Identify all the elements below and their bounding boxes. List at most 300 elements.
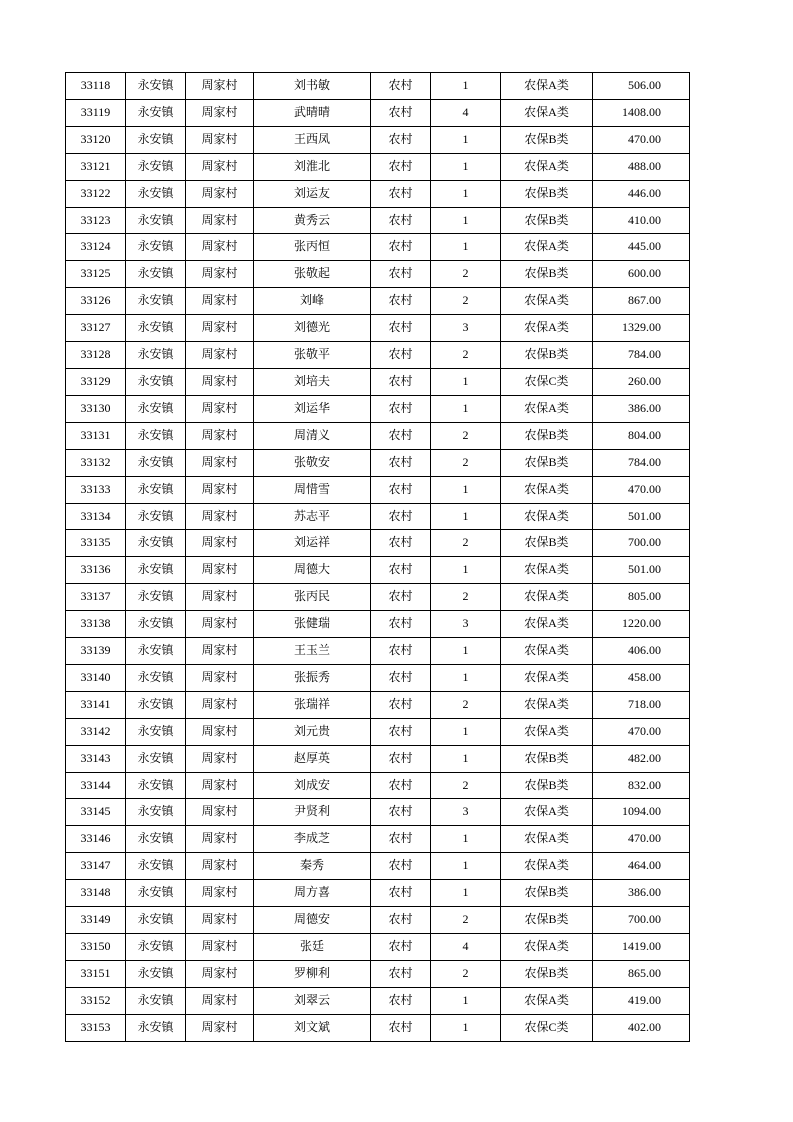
table-row: [66, 745, 690, 772]
cell-category: 农村: [371, 826, 431, 853]
cell-town: 永安镇: [126, 880, 186, 907]
cell-name: 刘峰: [254, 288, 371, 315]
cell-insurance_type: 农保A类: [501, 73, 593, 100]
cell-amount: 464.00: [593, 853, 690, 880]
cell-amount: 784.00: [593, 342, 690, 369]
cell-id: 33143: [66, 745, 126, 772]
cell-village: 周家村: [186, 691, 254, 718]
cell-category: 农村: [371, 691, 431, 718]
cell-count: 1: [431, 153, 501, 180]
cell-amount: 1329.00: [593, 315, 690, 342]
cell-category: 农村: [371, 1014, 431, 1041]
cell-village: 周家村: [186, 395, 254, 422]
cell-town: 永安镇: [126, 638, 186, 665]
cell-name: 张健瑞: [254, 611, 371, 638]
cell-amount: 501.00: [593, 503, 690, 530]
cell-count: 4: [431, 934, 501, 961]
cell-village: 周家村: [186, 826, 254, 853]
cell-category: 农村: [371, 315, 431, 342]
cell-count: 1: [431, 664, 501, 691]
cell-town: 永安镇: [126, 476, 186, 503]
table-row: [66, 853, 690, 880]
cell-name: 秦秀: [254, 853, 371, 880]
cell-count: 1: [431, 1014, 501, 1041]
cell-village: 周家村: [186, 799, 254, 826]
cell-name: 李成芝: [254, 826, 371, 853]
cell-village: 周家村: [186, 745, 254, 772]
cell-insurance_type: 农保A类: [501, 395, 593, 422]
table-row: [66, 772, 690, 799]
cell-name: 张廷: [254, 934, 371, 961]
table-row: [66, 315, 690, 342]
cell-village: 周家村: [186, 476, 254, 503]
cell-category: 农村: [371, 73, 431, 100]
cell-id: 33127: [66, 315, 126, 342]
cell-insurance_type: 农保B类: [501, 180, 593, 207]
table-row: [66, 207, 690, 234]
table-row: [66, 234, 690, 261]
cell-count: 1: [431, 638, 501, 665]
cell-insurance_type: 农保A类: [501, 288, 593, 315]
cell-category: 农村: [371, 853, 431, 880]
cell-town: 永安镇: [126, 934, 186, 961]
table-row: [66, 934, 690, 961]
cell-village: 周家村: [186, 664, 254, 691]
cell-id: 33138: [66, 611, 126, 638]
cell-town: 永安镇: [126, 503, 186, 530]
cell-category: 农村: [371, 530, 431, 557]
table-row: [66, 799, 690, 826]
cell-id: 33142: [66, 718, 126, 745]
cell-village: 周家村: [186, 960, 254, 987]
cell-village: 周家村: [186, 449, 254, 476]
cell-name: 张敬平: [254, 342, 371, 369]
cell-name: 赵厚英: [254, 745, 371, 772]
cell-village: 周家村: [186, 907, 254, 934]
cell-id: 33134: [66, 503, 126, 530]
cell-amount: 406.00: [593, 638, 690, 665]
cell-amount: 1220.00: [593, 611, 690, 638]
cell-count: 1: [431, 395, 501, 422]
cell-town: 永安镇: [126, 368, 186, 395]
cell-name: 周德安: [254, 907, 371, 934]
cell-town: 永安镇: [126, 395, 186, 422]
cell-insurance_type: 农保A类: [501, 503, 593, 530]
table-row: [66, 288, 690, 315]
cell-village: 周家村: [186, 207, 254, 234]
cell-id: 33133: [66, 476, 126, 503]
table-row: [66, 826, 690, 853]
cell-town: 永安镇: [126, 718, 186, 745]
cell-category: 农村: [371, 476, 431, 503]
cell-town: 永安镇: [126, 449, 186, 476]
cell-category: 农村: [371, 611, 431, 638]
table-row: [66, 73, 690, 100]
cell-count: 1: [431, 987, 501, 1014]
cell-amount: 488.00: [593, 153, 690, 180]
cell-town: 永安镇: [126, 126, 186, 153]
cell-town: 永安镇: [126, 530, 186, 557]
cell-town: 永安镇: [126, 826, 186, 853]
cell-id: 33152: [66, 987, 126, 1014]
cell-category: 农村: [371, 180, 431, 207]
cell-insurance_type: 农保B类: [501, 530, 593, 557]
cell-category: 农村: [371, 207, 431, 234]
cell-id: 33146: [66, 826, 126, 853]
table-row: [66, 584, 690, 611]
cell-count: 3: [431, 611, 501, 638]
table-row: [66, 664, 690, 691]
cell-town: 永安镇: [126, 799, 186, 826]
payment-table: [65, 72, 690, 1042]
cell-category: 农村: [371, 153, 431, 180]
cell-amount: 482.00: [593, 745, 690, 772]
cell-category: 农村: [371, 772, 431, 799]
cell-name: 武晴晴: [254, 99, 371, 126]
table-row: [66, 880, 690, 907]
cell-insurance_type: 农保A类: [501, 584, 593, 611]
cell-count: 1: [431, 718, 501, 745]
cell-category: 农村: [371, 718, 431, 745]
cell-id: 33128: [66, 342, 126, 369]
cell-village: 周家村: [186, 288, 254, 315]
cell-insurance_type: 农保A类: [501, 315, 593, 342]
cell-insurance_type: 农保A类: [501, 853, 593, 880]
cell-count: 1: [431, 503, 501, 530]
cell-count: 2: [431, 342, 501, 369]
cell-category: 农村: [371, 557, 431, 584]
cell-village: 周家村: [186, 853, 254, 880]
cell-count: 2: [431, 907, 501, 934]
cell-name: 苏志平: [254, 503, 371, 530]
cell-village: 周家村: [186, 530, 254, 557]
cell-category: 农村: [371, 422, 431, 449]
cell-id: 33123: [66, 207, 126, 234]
cell-name: 周方喜: [254, 880, 371, 907]
cell-category: 农村: [371, 234, 431, 261]
cell-count: 3: [431, 315, 501, 342]
cell-count: 1: [431, 73, 501, 100]
cell-amount: 700.00: [593, 907, 690, 934]
cell-category: 农村: [371, 664, 431, 691]
cell-amount: 260.00: [593, 368, 690, 395]
table-row: [66, 261, 690, 288]
cell-amount: 804.00: [593, 422, 690, 449]
cell-name: 周清义: [254, 422, 371, 449]
cell-id: 33131: [66, 422, 126, 449]
cell-category: 农村: [371, 934, 431, 961]
cell-id: 33126: [66, 288, 126, 315]
cell-village: 周家村: [186, 718, 254, 745]
cell-amount: 506.00: [593, 73, 690, 100]
cell-id: 33147: [66, 853, 126, 880]
cell-category: 农村: [371, 368, 431, 395]
cell-village: 周家村: [186, 987, 254, 1014]
cell-count: 1: [431, 826, 501, 853]
cell-insurance_type: 农保A类: [501, 153, 593, 180]
cell-count: 2: [431, 288, 501, 315]
table-row: [66, 1014, 690, 1041]
cell-insurance_type: 农保B类: [501, 342, 593, 369]
cell-name: 刘培夫: [254, 368, 371, 395]
cell-count: 3: [431, 799, 501, 826]
cell-id: 33119: [66, 99, 126, 126]
cell-count: 1: [431, 745, 501, 772]
cell-insurance_type: 农保B类: [501, 207, 593, 234]
cell-id: 33130: [66, 395, 126, 422]
cell-town: 永安镇: [126, 611, 186, 638]
table-row: [66, 342, 690, 369]
cell-amount: 470.00: [593, 826, 690, 853]
cell-name: 王西凤: [254, 126, 371, 153]
cell-insurance_type: 农保A类: [501, 557, 593, 584]
cell-village: 周家村: [186, 934, 254, 961]
cell-category: 农村: [371, 99, 431, 126]
cell-count: 2: [431, 584, 501, 611]
cell-insurance_type: 农保B类: [501, 261, 593, 288]
table-row: [66, 638, 690, 665]
cell-town: 永安镇: [126, 745, 186, 772]
cell-insurance_type: 农保A类: [501, 611, 593, 638]
cell-category: 农村: [371, 907, 431, 934]
cell-amount: 784.00: [593, 449, 690, 476]
cell-amount: 700.00: [593, 530, 690, 557]
cell-town: 永安镇: [126, 422, 186, 449]
cell-id: 33148: [66, 880, 126, 907]
cell-name: 刘运友: [254, 180, 371, 207]
cell-id: 33136: [66, 557, 126, 584]
cell-village: 周家村: [186, 315, 254, 342]
cell-id: 33125: [66, 261, 126, 288]
cell-category: 农村: [371, 960, 431, 987]
cell-town: 永安镇: [126, 691, 186, 718]
cell-town: 永安镇: [126, 772, 186, 799]
cell-name: 周德大: [254, 557, 371, 584]
cell-count: 2: [431, 691, 501, 718]
cell-amount: 600.00: [593, 261, 690, 288]
cell-insurance_type: 农保B类: [501, 880, 593, 907]
cell-count: 1: [431, 853, 501, 880]
cell-category: 农村: [371, 288, 431, 315]
cell-name: 黄秀云: [254, 207, 371, 234]
table-row: [66, 907, 690, 934]
cell-id: 33137: [66, 584, 126, 611]
cell-town: 永安镇: [126, 234, 186, 261]
cell-id: 33140: [66, 664, 126, 691]
cell-name: 刘元贵: [254, 718, 371, 745]
cell-category: 农村: [371, 584, 431, 611]
cell-name: 罗柳利: [254, 960, 371, 987]
cell-name: 刘德光: [254, 315, 371, 342]
cell-village: 周家村: [186, 153, 254, 180]
table-row: [66, 530, 690, 557]
table-row: [66, 557, 690, 584]
cell-count: 2: [431, 772, 501, 799]
cell-insurance_type: 农保A类: [501, 691, 593, 718]
cell-town: 永安镇: [126, 853, 186, 880]
cell-insurance_type: 农保B类: [501, 126, 593, 153]
cell-insurance_type: 农保B类: [501, 449, 593, 476]
cell-town: 永安镇: [126, 1014, 186, 1041]
cell-insurance_type: 农保A类: [501, 99, 593, 126]
cell-insurance_type: 农保B类: [501, 907, 593, 934]
cell-count: 1: [431, 368, 501, 395]
cell-category: 农村: [371, 395, 431, 422]
cell-count: 2: [431, 449, 501, 476]
table-row: [66, 960, 690, 987]
cell-village: 周家村: [186, 557, 254, 584]
cell-village: 周家村: [186, 880, 254, 907]
cell-town: 永安镇: [126, 261, 186, 288]
cell-category: 农村: [371, 126, 431, 153]
cell-name: 张敬安: [254, 449, 371, 476]
table-row: [66, 153, 690, 180]
cell-count: 2: [431, 261, 501, 288]
cell-id: 33139: [66, 638, 126, 665]
table-row: [66, 180, 690, 207]
cell-insurance_type: 农保A类: [501, 718, 593, 745]
table-row: [66, 99, 690, 126]
cell-village: 周家村: [186, 638, 254, 665]
cell-category: 农村: [371, 799, 431, 826]
cell-town: 永安镇: [126, 99, 186, 126]
cell-insurance_type: 农保A类: [501, 664, 593, 691]
cell-town: 永安镇: [126, 342, 186, 369]
cell-category: 农村: [371, 342, 431, 369]
table-row: [66, 422, 690, 449]
cell-village: 周家村: [186, 342, 254, 369]
cell-town: 永安镇: [126, 664, 186, 691]
table-row: [66, 718, 690, 745]
cell-name: 刘成安: [254, 772, 371, 799]
cell-village: 周家村: [186, 422, 254, 449]
cell-id: 33122: [66, 180, 126, 207]
cell-insurance_type: 农保B类: [501, 960, 593, 987]
cell-amount: 867.00: [593, 288, 690, 315]
cell-town: 永安镇: [126, 315, 186, 342]
cell-category: 农村: [371, 261, 431, 288]
cell-count: 1: [431, 234, 501, 261]
cell-amount: 501.00: [593, 557, 690, 584]
cell-amount: 1419.00: [593, 934, 690, 961]
cell-count: 2: [431, 422, 501, 449]
cell-id: 33124: [66, 234, 126, 261]
cell-name: 刘运华: [254, 395, 371, 422]
cell-name: 张瑞祥: [254, 691, 371, 718]
cell-village: 周家村: [186, 126, 254, 153]
cell-insurance_type: 农保B类: [501, 745, 593, 772]
cell-town: 永安镇: [126, 288, 186, 315]
table-row: [66, 611, 690, 638]
cell-amount: 470.00: [593, 718, 690, 745]
cell-insurance_type: 农保A类: [501, 987, 593, 1014]
cell-category: 农村: [371, 987, 431, 1014]
cell-category: 农村: [371, 745, 431, 772]
cell-id: 33120: [66, 126, 126, 153]
cell-name: 刘运祥: [254, 530, 371, 557]
cell-town: 永安镇: [126, 907, 186, 934]
table-row: [66, 987, 690, 1014]
cell-town: 永安镇: [126, 960, 186, 987]
cell-town: 永安镇: [126, 584, 186, 611]
cell-id: 33149: [66, 907, 126, 934]
cell-category: 农村: [371, 880, 431, 907]
cell-id: 33153: [66, 1014, 126, 1041]
cell-name: 张丙民: [254, 584, 371, 611]
cell-town: 永安镇: [126, 557, 186, 584]
cell-village: 周家村: [186, 180, 254, 207]
cell-id: 33144: [66, 772, 126, 799]
cell-name: 尹贤利: [254, 799, 371, 826]
cell-village: 周家村: [186, 368, 254, 395]
cell-amount: 718.00: [593, 691, 690, 718]
cell-id: 33151: [66, 960, 126, 987]
cell-category: 农村: [371, 503, 431, 530]
cell-town: 永安镇: [126, 207, 186, 234]
cell-amount: 419.00: [593, 987, 690, 1014]
cell-name: 张丙恒: [254, 234, 371, 261]
cell-id: 33129: [66, 368, 126, 395]
cell-name: 王玉兰: [254, 638, 371, 665]
cell-count: 1: [431, 476, 501, 503]
cell-amount: 1408.00: [593, 99, 690, 126]
cell-id: 33150: [66, 934, 126, 961]
table-row: [66, 503, 690, 530]
table-body: [66, 73, 690, 1042]
cell-town: 永安镇: [126, 153, 186, 180]
cell-insurance_type: 农保C类: [501, 1014, 593, 1041]
cell-count: 1: [431, 180, 501, 207]
cell-count: 1: [431, 126, 501, 153]
table-row: [66, 395, 690, 422]
cell-village: 周家村: [186, 503, 254, 530]
cell-amount: 386.00: [593, 880, 690, 907]
cell-name: 周惜雪: [254, 476, 371, 503]
cell-village: 周家村: [186, 261, 254, 288]
cell-village: 周家村: [186, 772, 254, 799]
cell-town: 永安镇: [126, 73, 186, 100]
cell-name: 张振秀: [254, 664, 371, 691]
table-row: [66, 368, 690, 395]
cell-insurance_type: 农保A类: [501, 934, 593, 961]
cell-category: 农村: [371, 449, 431, 476]
cell-amount: 445.00: [593, 234, 690, 261]
cell-id: 33141: [66, 691, 126, 718]
cell-category: 农村: [371, 638, 431, 665]
cell-amount: 470.00: [593, 126, 690, 153]
cell-count: 2: [431, 530, 501, 557]
cell-count: 1: [431, 557, 501, 584]
table-row: [66, 476, 690, 503]
cell-village: 周家村: [186, 1014, 254, 1041]
cell-insurance_type: 农保A类: [501, 476, 593, 503]
cell-name: 刘书敏: [254, 73, 371, 100]
cell-name: 张敬起: [254, 261, 371, 288]
cell-count: 1: [431, 880, 501, 907]
cell-name: 刘淮北: [254, 153, 371, 180]
cell-name: 刘翠云: [254, 987, 371, 1014]
cell-village: 周家村: [186, 73, 254, 100]
table-row: [66, 449, 690, 476]
cell-id: 33121: [66, 153, 126, 180]
cell-insurance_type: 农保A类: [501, 826, 593, 853]
cell-amount: 865.00: [593, 960, 690, 987]
cell-id: 33145: [66, 799, 126, 826]
cell-insurance_type: 农保A类: [501, 234, 593, 261]
cell-amount: 402.00: [593, 1014, 690, 1041]
cell-insurance_type: 农保A类: [501, 638, 593, 665]
cell-village: 周家村: [186, 584, 254, 611]
